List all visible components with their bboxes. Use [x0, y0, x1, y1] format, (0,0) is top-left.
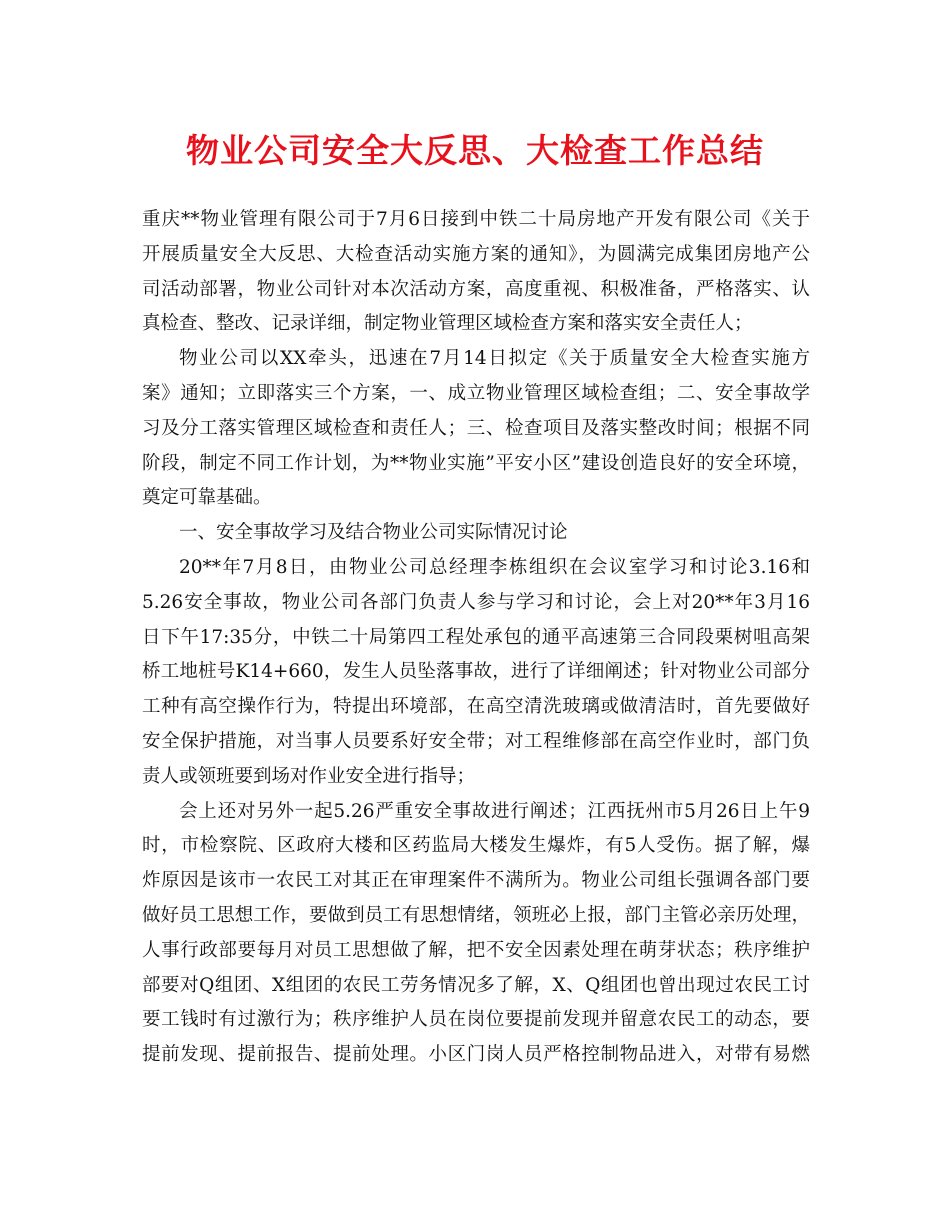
- text-line: 做好员工思想工作，要做到员工有思想情绪，领班必上报，部门主管必亲历处理，: [142, 904, 810, 926]
- text-line: 重庆**物业管理有限公司于7月6日接到中铁二十局房地产开发有限公司《关于: [142, 209, 810, 230]
- text-line: 日下午17:35分，中铁二十局第四工程处承包的通平高速第三合同段栗树咀高架: [142, 626, 810, 648]
- text-line: 20**年7月8日，由物业公司总经理李栋组织在会议室学习和讨论3.16和: [179, 556, 810, 578]
- text-line: 奠定可靠基础。: [142, 487, 272, 509]
- text-line: 司活动部署，物业公司针对本次活动方案，高度重视、积极准备，严格落实、认: [142, 278, 810, 300]
- text-line: 真检查、整改、记录详细，制定物业管理区域检查方案和落实安全责任人；: [142, 313, 753, 335]
- page-title: 物业公司安全大反思、大检查工作总结: [186, 131, 764, 170]
- text-line: 开展质量安全大反思、大检查活动实施方案的通知》，为圆满完成集团房地产公: [142, 243, 810, 265]
- paragraph: [142, 795, 810, 1073]
- paragraph: [142, 203, 810, 342]
- text-line: 会上还对另外一起5.26严重安全事故进行阐述；江西抚州市5月26日上午9: [179, 800, 810, 822]
- text-line: 工种有高空操作行为，特提出环境部，在高空清洗玻璃或做清洁时，首先要做好: [142, 696, 810, 718]
- text-line: 5.26安全事故，物业公司各部门负责人参与学习和讨论，会上对20**年3月16: [142, 591, 810, 613]
- text-line: 案》通知；立即落实三个方案，一、成立物业管理区域检查组；二、安全事故学: [142, 382, 810, 404]
- text-line: 桥工地桩号K14+660，发生人员坠落事故，进行了详细阐述；针对物业公司部分: [142, 661, 810, 683]
- text-line: 安全保护措施，对当事人员要系好安全带；对工程维修部在高空作业时，部门负: [142, 730, 810, 752]
- text-line: 提前发现、提前报告、提前处理。小区门岗人员严格控制物品进入，对带有易燃: [142, 1044, 810, 1066]
- text-line: 时，市检察院、区政府大楼和区药监局大楼发生爆炸，有5人受伤。据了解，爆: [142, 835, 810, 857]
- paragraph: [142, 551, 810, 795]
- text-line: 习及分工落实管理区域检查和责任人；三、检查项目及落实整改时间；根据不同: [142, 417, 810, 439]
- text-line: 炸原因是该市一农民工对其正在审理案件不满所为。物业公司组长强调各部门要: [142, 870, 810, 892]
- text-line: 部要对Q组团、X组团的农民工劳务情况多了解，X、Q组团也曾出现过农民工讨: [142, 974, 810, 996]
- paragraph: [142, 516, 810, 551]
- paragraph: [142, 342, 810, 516]
- text-line: 阶段，制定不同工作计划，为**物业实施”平安小区”建设创造良好的安全环境，: [142, 452, 810, 474]
- text-line: 要工钱时有过激行为；秩序维护人员在岗位要提前发现并留意农民工的动态，要: [142, 1009, 810, 1031]
- text-line: 责人或领班要到场对作业安全进行指导；: [142, 765, 476, 787]
- text-line: 人事行政部要每月对员工思想做了解，把不安全因素处理在萌芽状态；秩序维护: [142, 939, 810, 961]
- text-line: 物业公司以XX牵头，迅速在7月14日拟定《关于质量安全大检查实施方: [179, 348, 810, 370]
- text-line: 一、安全事故学习及结合物业公司实际情况讨论: [179, 522, 568, 544]
- document-body: [142, 203, 810, 1073]
